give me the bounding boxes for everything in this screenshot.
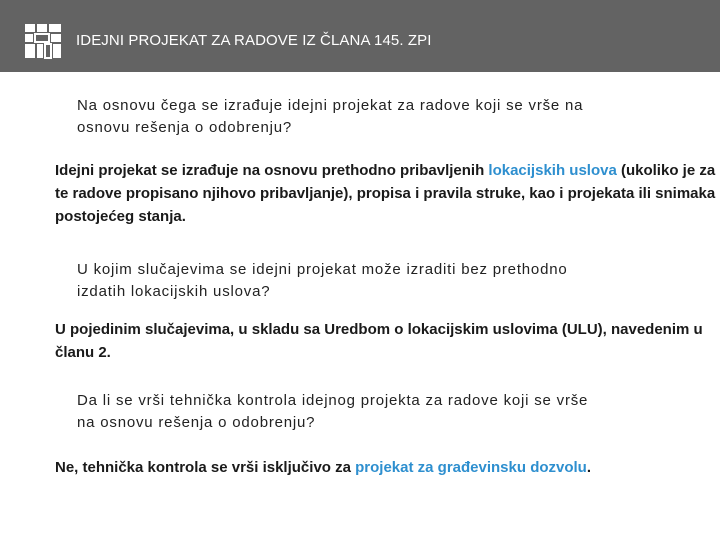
answer-3 [55,456,715,479]
answer-1-line-1 [55,159,716,182]
answer-2 [55,318,703,364]
question-2-line-1: U kojim slučajevima se idejni projekat može izraditi bez prethodno [77,261,568,278]
building-logo-icon [24,22,62,60]
page-title: IDEJNI PROJEKAT ZA RADOVE IZ ČLANA 145. ZPI [76,32,432,49]
answer-1-line-3: postojećeg stanja. [55,208,186,225]
question-3-line-1: Da li se vrši tehnička kontrola idejnog projekta za radove koji se vrše [77,392,589,409]
answer-3-text: Ne, tehnička kontrola se vrši isključivo za [55,459,356,476]
answer-1 [55,159,716,228]
answer-3-line-1 [55,456,715,479]
answer-1-line-2: te radove propisano njihovo pribavljanje), propisa i pravila struke, kao i projekata ili snimaka [55,185,716,202]
answer-2-line-1: U pojedinim slučajevima, u skladu sa Uredbom o lokacijskim uslovima (ULU), navedenim u [55,321,703,338]
answer-2-line-2: članu 2. [55,344,111,361]
question-3-line-2: na osnovu rešenja o odobrenju? [77,414,316,431]
question-2 [77,259,677,303]
header-bar [0,0,720,72]
answer-1-text-end: (ukoliko je za [616,162,716,179]
answer-3-text-end: . [586,459,592,476]
lokacijski-uslovi-link[interactable]: lokacijskih uslova [488,162,617,179]
answer-1-text: Idejni projekat se izrađuje na osnovu prethodno pribavljenih [55,162,489,179]
question-1 [77,95,677,139]
question-2-line-2: izdatih lokacijskih uslova? [77,283,271,300]
gradjevinska-dozvola-link[interactable]: projekat za građevinsku dozvolu [355,459,587,476]
question-1-line-1: Na osnovu čega se izrađuje idejni projekat za radove koji se vrše na [77,97,584,114]
question-1-line-2: osnovu rešenja o odobrenju? [77,119,293,136]
question-3 [77,390,677,434]
